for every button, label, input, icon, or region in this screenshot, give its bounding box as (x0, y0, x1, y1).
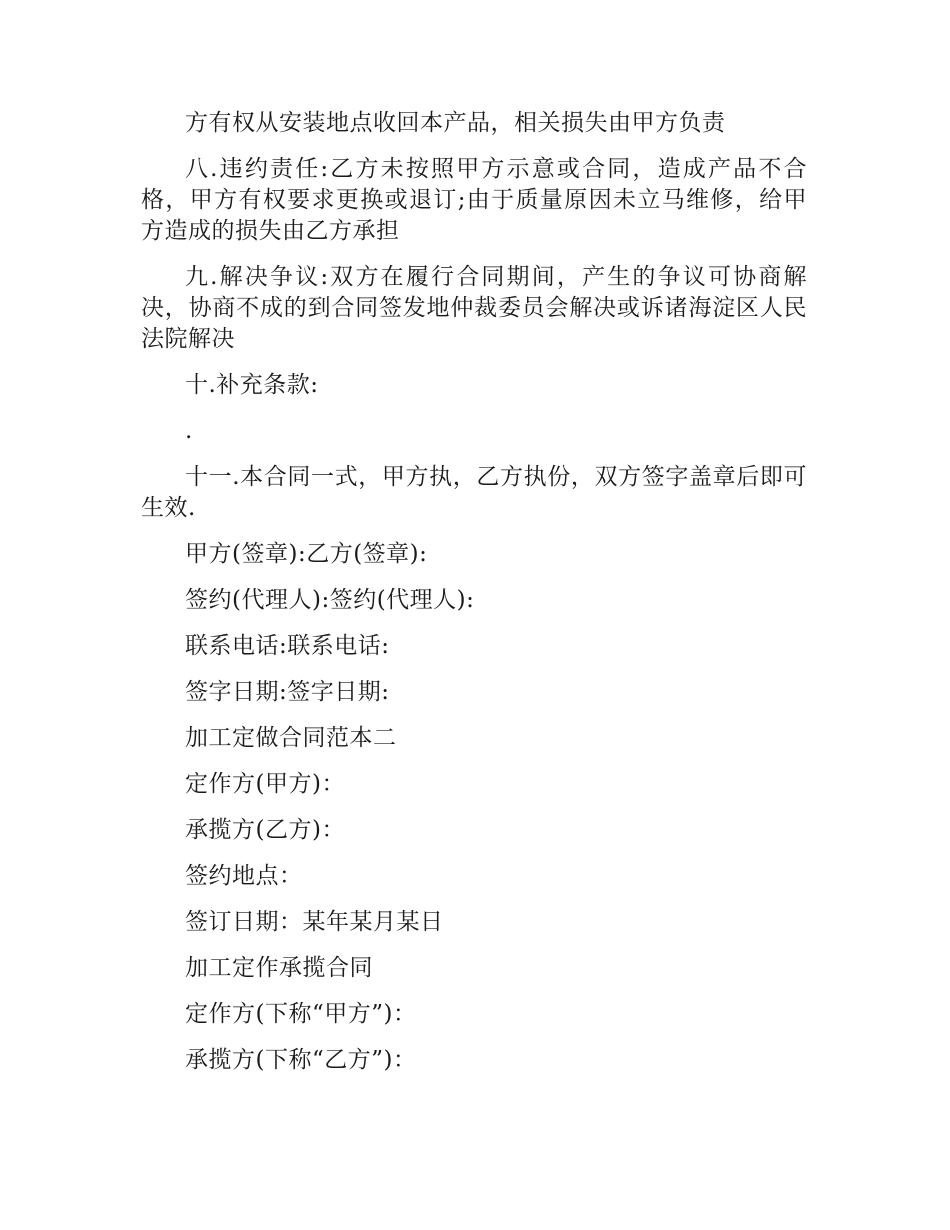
signature-line-agent: 签约(代理人):签约(代理人): (185, 587, 475, 613)
signature-line-date: 签字日期:签字日期: (185, 679, 390, 705)
field-signing-date: 签订日期：某年某月某日 (185, 909, 444, 935)
paragraph-copies-effective: 十一.本合同一式，甲方执，乙方执份，双方签字盖章后即可生效. (141, 464, 807, 521)
paragraph-blank-line: . (185, 418, 193, 444)
document-body (141, 108, 807, 1091)
section-heading-template-two: 加工定做合同范本二 (185, 725, 397, 751)
field-party-a-defined: 定作方(下称“甲方”)： (185, 1001, 417, 1027)
paragraph-supplementary-terms: 十.补充条款: (185, 372, 319, 398)
signature-line-phone: 联系电话:联系电话: (185, 633, 390, 659)
field-party-b-defined: 承揽方(下称“乙方”)： (185, 1047, 417, 1073)
field-signing-place: 签约地点： (185, 863, 303, 889)
paragraph-dispute-resolution: 九.解决争议:双方在履行合同期间，产生的争议可协商解决，协商不成的到合同签发地仲裁委员会解决或诉诸海淀区人民法院解决 (141, 264, 807, 352)
paragraph-recall-clause: 方有权从安装地点收回本产品，相关损失由甲方负责 (185, 110, 726, 136)
field-party-a: 定作方(甲方)： (185, 771, 345, 797)
field-party-b: 承揽方(乙方)： (185, 817, 345, 843)
paragraph-breach-liability: 八.违约责任:乙方未按照甲方示意或合同，造成产品不合格，甲方有权要求更换或退订;由于质量原因未立马维修，给甲方造成的损失由乙方承担 (141, 156, 807, 244)
signature-line-seal: 甲方(签章):乙方(签章): (185, 541, 428, 567)
contract-title: 加工定作承揽合同 (185, 955, 373, 981)
